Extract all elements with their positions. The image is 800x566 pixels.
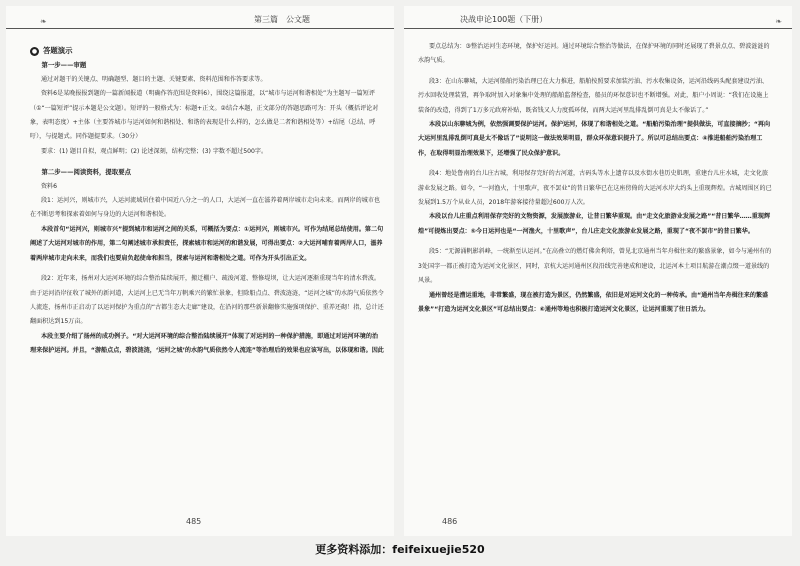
section-title <box>30 44 384 58</box>
chapter-header: 第三篇 公文题 <box>254 15 310 24</box>
paragraph: 段1：运河兴，则城市兴，人运河流域居住着中国近八分之一的人口，大运河一直在滋养着两岸城市走向未来。而两岸的城市也在不断思考和探索着如何与身边的大运河和谐相处。 <box>30 197 381 219</box>
left-page <box>6 6 394 536</box>
right-page <box>404 6 792 536</box>
analysis-paragraph: 通州曾经是漕运重地，非常繁盛，现在被打造为景区，仍然繁盛，依旧是对运河文化的一种传承。由“通州当年舟楫往来的繁盛景象”“打造为运河文化景区”可总结出要点：⑥通州等地也积极打造运河文化景区，让运河重现了往日活力。 <box>418 291 769 313</box>
step-title: 第一步——审题 <box>41 61 87 70</box>
right-content <box>418 40 774 317</box>
analysis-paragraph: 本段以台儿庄重点利用保存完好的文物资源，发展旅游业，让昔日繁华重现。由“走文化旅游业发展之路”“昔日繁华……重现辉煌”可提炼出要点：⑤今日运河也是“一河渔火，十里歌声”，台儿庄走文化旅游业发展之路，重现了“夜不罢市”的昔日繁华。 <box>418 213 771 235</box>
ornament-icon: ❧ <box>775 17 782 26</box>
right-running-header <box>404 14 792 29</box>
paragraph: 通过对题干的关键点、明确题型、题目的主题、关键要素、资料范围和作答要求等。 <box>40 75 267 83</box>
material-label: 资料6 <box>40 182 58 190</box>
paragraph: 要点总结为：③整治运河生态环境，保护好运河。通过环境综合整治等做法，在保护环境的同时还展现了碧景点点、碧波涟涟的水韵气质。 <box>418 43 770 65</box>
analysis-paragraph: 本段以山东聊城为例，依然强调要保护运河。保护运河，体现了和谐相处之道。“船舶污染治理”提供做法，可直接摘抄；“再向大运河里乱排乱倒可真是太不像话了”说明这一做法效果明显，群众环保意识提升了。所以可总结出要点：④推进船舶污染治理工作，在取得明显治理效果下，还增强了民众保护意识。 <box>418 121 771 157</box>
paragraph: 资料6是某晚报报到题的一篇新闻报道（明确作答范围是资料6），围绕这篇报道，以“城市与运河和谐相处”为主题写一篇短评（①“一篇短评”提示本题是公文题）。短评的一般格式为：标题+正文。②结合本题，正文部分的答题思路可为：开头（概括评论对象，表明态度）+主体（主要答城市与运河如何和谐相处、和谐的表现是什么样的，怎么做是二者和谐相处等）+结尾（总结、呼吁），与提题式。同作题提要求。（30分） <box>30 90 379 141</box>
left-content <box>30 44 384 359</box>
step-title: 第二步——阅读资料，提取要点 <box>41 168 131 177</box>
analysis-paragraph: 本段首句“运河兴，则城市兴”提到城市和运河之间的关系，可概括为要点：①运河兴，则城市兴。可作为结尾总结使用。第二句阐述了大运河对城市的作用，第二句阐述城市承担责任，探索城市和运河的和谐发展，可得出要点：②大运河哺育着两岸人口，滋养着两岸城市走向未来，而我们也要肩负起使命和担当，探索与运河和谐相处之道。可作为开头引出正文。 <box>30 225 384 262</box>
section-title-text: 答题演示 <box>43 46 73 55</box>
paragraph: 段4：地处鲁南的台儿庄古城，利用保存完好的古河道，古码头等水上遗存以及水街水巷历史肌理，重建台儿庄水城，走文化旅游业发展之路。如今，“一河渔火，十里歌声，夜不罢业”的昔日繁华已在这座傍倚的大运河水岸大约头上重现辉煌。古城周围区的已发展到1.5万个从业人员，2018年游客接待量超过600万人次。 <box>418 170 772 207</box>
paragraph: 段5：“无源涌帆影斜峰，一统渐至认运河。”在高叠立的燃灯佛舍利塔，曾见北京通州当年舟楫往来的繁盛景象，如今与通州有的3处国字一都正被打造为运河文化景区，同时，京杭大运河通州区段沿线完善建成和建设，北运河本土项目航游在潮点缀一道景线的风景。 <box>418 248 772 285</box>
page-number: 485 <box>186 517 202 526</box>
paragraph: 要求：(1) 题目自拟，观点鲜明；(2) 论述深刻，结构完整；(3) 字数不超过500字。 <box>40 147 268 155</box>
left-running-header <box>6 14 394 29</box>
book-header: 决战申论100题（下册） <box>460 15 548 24</box>
section-bullet-icon: ● <box>31 47 38 55</box>
analysis-paragraph: 本段主要介绍了扬州的成功例子。“对大运河环境的综合整治陆续展开”体现了对运河的一种保护措施，即通过对运河环境的治理来保护运河。并且，“游船点点，碧波涟涟，‘运河之城’的水韵气质依然令人流连”等治理后的效果也应该写出，以体现和谐。因此 <box>30 332 384 355</box>
paragraph: 段3：在山东聊城，大运河船舶污染治理已在大力推进，船舶按照要求加装污油、污水收集设备，运河沿线码头配套建设污油、污水回收处理装置，再争取时加入对象集中处理的船舶监督检查，船员的环保意识也不断增强。对此，船户小周说：“我们在设施上装备的改造，得到了1万多元政府补贴，既省钱又人力度孤环保，而两大运河里乱排乱倒可真是太不像话了。” <box>418 77 769 114</box>
ornament-icon: ❧ <box>40 17 47 26</box>
footer-note: 更多资料添加：feifeixuejie520 <box>315 543 485 556</box>
page-number: 486 <box>442 517 458 526</box>
paragraph: 段2：近年来，扬州对大运河环境的综合整治陆续展开，搬迁棚户、疏浚河道、整修堤坝，让大运河逐渐重现当年的清水碧波。由于运河沿岸征收了城外的新河道，大运河上已无当年万帆乘兴的繁忙景象，但除船点点、碧波涟涟，“运河之城”的水韵气质依然令人流连，扬州市正启动了以运河保护为重点的“古都生态大走廊”建设，在沿河的那些新景翻修实施强项保护、重养还砌！指，总计还翻面积达到15万亩。 <box>30 275 384 326</box>
